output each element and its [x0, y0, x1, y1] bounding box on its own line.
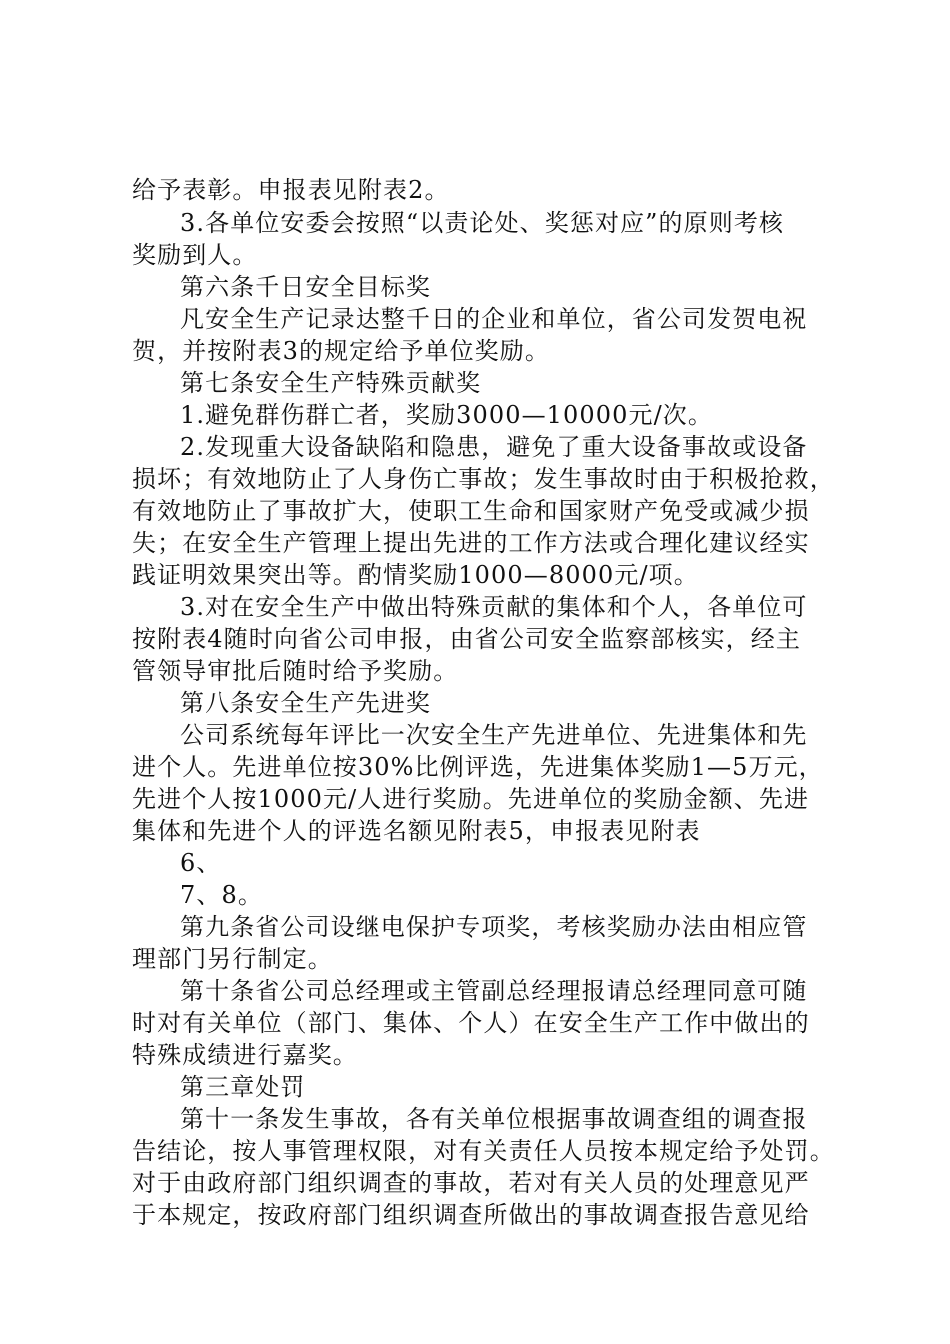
- chapter-heading: 第三章处罚: [180, 1073, 306, 1101]
- text-line: 第九条省公司设继电保护专项奖，考核奖励办法由相应管: [180, 913, 808, 941]
- text-line: 奖励到人。: [132, 241, 258, 269]
- section-heading: 第八条安全生产先进奖: [180, 689, 431, 717]
- text-line: 对于由政府部门组织调查的事故，若对有关人员的处理意见严: [132, 1169, 810, 1197]
- text-line: 有效地防止了事故扩大，使职工生命和国家财产免受或减少损: [132, 497, 810, 525]
- text-line: 理部门另行制定。: [132, 945, 333, 973]
- text-line: 先进个人按1000元/人进行奖励。先进单位的奖励金额、先进: [132, 785, 810, 813]
- section-heading: 第七条安全生产特殊贡献奖: [180, 369, 482, 397]
- text-line: 3.对在安全生产中做出特殊贡献的集体和个人，各单位可: [180, 593, 808, 621]
- text-line: 给予表彰。申报表见附表2。: [132, 176, 450, 204]
- text-line: 第十条省公司总经理或主管副总经理报请总经理同意可随: [180, 977, 808, 1005]
- text-line: 践证明效果突出等。酌情奖励1000—8000元/项。: [132, 561, 699, 589]
- text-line: 集体和先进个人的评选名额见附表5，申报表见附表: [132, 817, 701, 845]
- text-line: 6、: [180, 849, 222, 877]
- text-line: 贺，并按附表3的规定给予单位奖励。: [132, 337, 550, 365]
- text-line: 管领导审批后随时给予奖励。: [132, 657, 459, 685]
- text-line: 2.发现重大设备缺陷和隐患，避免了重大设备事故或设备: [180, 433, 808, 461]
- text-line: 3.各单位安委会按照“以责论处、奖惩对应”的原则考核: [180, 209, 785, 237]
- text-line: 7、8。: [180, 881, 263, 909]
- text-line: 时对有关单位（部门、集体、个人）在安全生产工作中做出的: [132, 1009, 810, 1037]
- text-line: 损坏；有效地防止了人身伤亡事故；发生事故时由于积极抢救，: [132, 465, 835, 493]
- section-heading: 第六条千日安全目标奖: [180, 273, 431, 301]
- text-line: 凡安全生产记录达整千日的企业和单位，省公司发贺电祝: [180, 305, 808, 333]
- text-line: 告结论，按人事管理权限，对有关责任人员按本规定给予处罚。: [132, 1137, 835, 1165]
- text-line: 第十一条发生事故，各有关单位根据事故调查组的调查报: [180, 1105, 808, 1133]
- text-line: 特殊成绩进行嘉奖。: [132, 1041, 358, 1069]
- text-line: 公司系统每年评比一次安全生产先进单位、先进集体和先: [180, 721, 808, 749]
- text-line: 于本规定，按政府部门组织调查所做出的事故调查报告意见给: [132, 1201, 810, 1229]
- text-line: 按附表4随时向省公司申报，由省公司安全监察部核实，经主: [132, 625, 801, 653]
- text-line: 1.避免群伤群亡者，奖励3000—10000元/次。: [180, 401, 714, 429]
- text-line: 失；在安全生产管理上提出先进的工作方法或合理化建议经实: [132, 529, 810, 557]
- text-line: 进个人。先进单位按30%比例评选，先进集体奖励1—5万元，: [132, 753, 824, 781]
